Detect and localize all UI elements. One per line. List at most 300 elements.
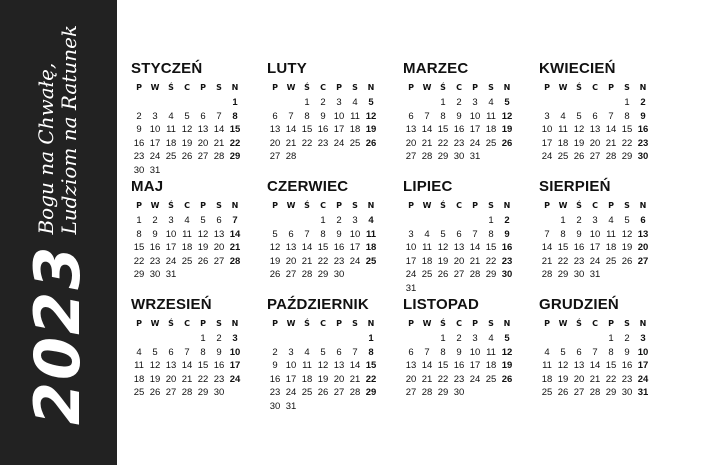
day-cell: 2 (272, 346, 278, 358)
year-title: 2023 (21, 244, 94, 426)
week-row (539, 137, 661, 151)
day-cell: 16 (621, 360, 633, 371)
day-cell: 24 (469, 137, 481, 149)
day-cell: 29 (197, 387, 209, 398)
weekday-label: P (472, 319, 478, 328)
day-cell (299, 332, 315, 346)
day-cell (179, 96, 195, 110)
week-row (403, 123, 525, 137)
day-cell: 21 (541, 255, 553, 267)
day-cell (467, 214, 483, 228)
day-cell: 18 (485, 124, 497, 135)
day-cell: 15 (197, 360, 209, 371)
day-cell: 28 (301, 269, 313, 280)
days-grid (403, 214, 525, 295)
week-row (539, 150, 661, 164)
day-cell: 22 (317, 255, 329, 267)
week-row (267, 96, 389, 110)
day-cell: 13 (405, 360, 417, 371)
weekday-label: Ś (168, 201, 174, 210)
day-cell: 9 (456, 110, 462, 122)
weekday-label: P (544, 319, 550, 328)
day-cell (571, 96, 587, 110)
day-cell: 7 (184, 346, 190, 358)
day-cell (299, 400, 315, 414)
day-cell: 7 (424, 346, 430, 358)
weekday-header (267, 82, 389, 94)
week-row (403, 96, 525, 110)
day-cell (179, 268, 195, 282)
sunday-day-cell (499, 150, 515, 164)
day-cell: 19 (317, 373, 329, 385)
day-cell (483, 150, 499, 164)
weekday-label: Ś (304, 83, 310, 92)
day-cell: 2 (320, 97, 326, 108)
day-cell: 1 (624, 97, 630, 108)
day-cell: 19 (557, 373, 569, 385)
sunday-day-cell: 12 (365, 110, 377, 122)
sunday-day-cell: 3 (640, 333, 646, 344)
side-banner (0, 0, 117, 465)
day-cell: 10 (333, 110, 345, 122)
week-row (267, 268, 389, 282)
weekday-label: S (352, 319, 358, 328)
motto-line-1: Bogu na Chwałę, (34, 62, 58, 235)
day-cell: 1 (560, 215, 566, 226)
day-cell: 6 (592, 110, 598, 122)
day-cell: 7 (216, 110, 222, 122)
day-cell: 27 (405, 387, 417, 398)
day-cell: 12 (181, 124, 193, 135)
weekday-label: Ś (304, 319, 310, 328)
weekday-label: S (488, 319, 494, 328)
day-cell: 9 (152, 228, 158, 240)
day-cell: 31 (165, 269, 177, 280)
day-cell: 8 (304, 110, 310, 122)
weekday-label: Ś (440, 319, 446, 328)
week-row (539, 359, 661, 373)
day-cell: 7 (424, 110, 430, 122)
day-cell (603, 96, 619, 110)
day-cell: 19 (181, 137, 193, 149)
week-row (131, 332, 253, 346)
day-cell: 1 (440, 97, 446, 108)
day-cell: 1 (488, 215, 494, 226)
day-cell: 20 (405, 137, 417, 149)
day-cell: 16 (149, 242, 161, 253)
day-cell: 20 (573, 373, 585, 385)
month-name: LISTOPAD (403, 296, 480, 313)
day-cell (299, 214, 315, 228)
sunday-day-cell: 6 (640, 215, 646, 226)
day-cell: 3 (168, 215, 174, 226)
day-cell: 26 (269, 269, 281, 280)
weekday-label: W (150, 201, 160, 210)
day-cell (403, 214, 419, 228)
weekday-label: S (488, 201, 494, 210)
day-cell: 14 (541, 242, 553, 253)
weekday-label: Ś (304, 201, 310, 210)
weekday-label: S (216, 319, 222, 328)
day-cell: 5 (320, 346, 326, 358)
month-block (131, 60, 253, 177)
week-row (267, 228, 389, 242)
day-cell: 20 (333, 373, 345, 385)
day-cell: 9 (624, 346, 630, 358)
week-row (267, 123, 389, 137)
sunday-day-cell: 20 (637, 242, 649, 253)
sunday-day-cell: 24 (229, 373, 241, 385)
weekday-label: P (544, 83, 550, 92)
day-cell: 22 (437, 373, 449, 385)
day-cell: 22 (557, 255, 569, 267)
weekday-header (539, 82, 661, 94)
month-block (131, 296, 253, 400)
day-cell: 26 (197, 255, 209, 267)
weekday-label: Ś (576, 201, 582, 210)
day-cell: 27 (165, 387, 177, 398)
day-cell: 3 (472, 97, 478, 108)
sunday-day-cell: 30 (501, 269, 513, 280)
weekday-label: N (503, 319, 511, 328)
week-row (403, 373, 525, 387)
sunday-day-cell: 10 (637, 346, 649, 358)
day-cell: 17 (149, 137, 161, 149)
day-cell: 28 (213, 151, 225, 162)
day-cell (283, 332, 299, 346)
week-row (131, 359, 253, 373)
day-cell: 30 (213, 387, 225, 398)
sunday-day-cell: 8 (368, 346, 374, 358)
weekday-label: P (608, 83, 614, 92)
day-cell: 30 (133, 164, 145, 176)
week-row (403, 241, 525, 255)
day-cell (195, 268, 211, 282)
motto-line-2: Ludziom na Ratunek (57, 24, 81, 235)
day-cell: 23 (453, 137, 465, 149)
month-block (539, 296, 661, 400)
sunday-day-cell: 13 (637, 228, 649, 240)
day-cell: 22 (197, 373, 209, 385)
day-cell: 7 (288, 110, 294, 122)
day-cell: 17 (541, 137, 553, 149)
month-name: KWIECIEŃ (539, 60, 616, 77)
day-cell (267, 332, 283, 346)
day-cell: 27 (213, 255, 225, 267)
day-cell: 18 (605, 242, 617, 253)
week-row (403, 332, 525, 346)
weekday-label: S (352, 83, 358, 92)
day-cell: 26 (573, 151, 585, 162)
day-cell: 5 (272, 228, 278, 240)
day-cell: 27 (333, 387, 345, 398)
day-cell: 1 (304, 97, 310, 108)
day-cell: 21 (301, 255, 313, 267)
week-row (539, 268, 661, 282)
weekday-label: N (367, 319, 375, 328)
sunday-day-cell: 31 (637, 387, 649, 398)
day-cell: 25 (133, 387, 145, 398)
week-row (539, 346, 661, 360)
day-cell: 3 (544, 110, 550, 122)
day-cell: 25 (557, 151, 569, 162)
weekday-label: P (336, 319, 342, 328)
weekday-label: N (231, 319, 239, 328)
day-cell: 15 (301, 124, 313, 135)
day-cell: 17 (333, 124, 345, 135)
day-cell: 14 (301, 242, 313, 253)
weekday-label: Ś (576, 83, 582, 92)
day-cell: 3 (152, 110, 158, 122)
day-cell: 1 (136, 215, 142, 226)
day-cell: 11 (166, 124, 176, 135)
day-cell: 6 (408, 110, 414, 122)
day-cell: 11 (422, 242, 432, 253)
sunday-day-cell: 5 (504, 97, 510, 108)
day-cell: 5 (560, 346, 566, 358)
day-cell: 28 (541, 269, 553, 280)
sunday-day-cell: 25 (365, 255, 377, 267)
day-cell: 14 (605, 124, 617, 135)
day-cell: 10 (469, 110, 481, 122)
day-cell: 15 (437, 360, 449, 371)
day-cell: 10 (541, 124, 553, 135)
day-cell: 12 (197, 228, 209, 240)
day-cell: 12 (621, 228, 633, 240)
day-cell: 20 (197, 137, 209, 149)
day-cell: 9 (216, 346, 222, 358)
weekday-label: W (558, 83, 568, 92)
day-cell: 13 (197, 124, 209, 135)
day-cell: 9 (456, 346, 462, 358)
weekday-label: C (184, 83, 190, 92)
sunday-day-cell (227, 268, 243, 282)
weekday-header (267, 200, 389, 212)
day-cell: 7 (304, 228, 310, 240)
week-row (403, 268, 525, 282)
day-cell: 26 (557, 387, 569, 398)
month-block (131, 178, 253, 282)
day-cell: 12 (437, 242, 449, 253)
day-cell: 13 (405, 124, 417, 135)
day-cell (179, 164, 195, 178)
day-cell (483, 386, 499, 400)
day-cell: 1 (608, 333, 614, 344)
days-grid (539, 332, 661, 400)
weekday-label: W (286, 201, 296, 210)
weekday-label: P (408, 319, 414, 328)
day-cell: 13 (453, 242, 465, 253)
day-cell: 8 (200, 346, 206, 358)
day-cell: 4 (488, 97, 494, 108)
day-cell: 11 (182, 228, 192, 240)
day-cell: 12 (573, 124, 585, 135)
day-cell (419, 96, 435, 110)
weekday-header (131, 200, 253, 212)
day-cell (347, 400, 363, 414)
day-cell: 17 (469, 124, 481, 135)
month-block (267, 296, 389, 413)
day-cell: 29 (133, 269, 145, 280)
day-cell: 21 (421, 373, 433, 385)
sunday-day-cell (635, 268, 651, 282)
day-cell: 16 (269, 373, 281, 385)
sunday-day-cell (499, 282, 515, 296)
weekday-label: P (200, 201, 206, 210)
day-cell: 14 (349, 360, 361, 371)
day-cell: 14 (285, 124, 297, 135)
week-row (403, 228, 525, 242)
weekday-label: W (150, 319, 160, 328)
day-cell: 25 (541, 387, 553, 398)
day-cell (211, 96, 227, 110)
weekday-label: S (216, 83, 222, 92)
month-name: GRUDZIEŃ (539, 296, 619, 313)
day-cell: 10 (149, 124, 161, 135)
day-cell (419, 332, 435, 346)
month-name: LUTY (267, 60, 307, 77)
weekday-label: S (488, 83, 494, 92)
month-name: SIERPIEŃ (539, 178, 611, 195)
weekday-label: P (408, 201, 414, 210)
day-cell: 13 (269, 124, 281, 135)
sunday-day-cell: 16 (637, 124, 649, 135)
week-row (539, 332, 661, 346)
day-cell (587, 332, 603, 346)
week-row (131, 373, 253, 387)
day-cell: 17 (285, 373, 297, 385)
weekday-label: P (472, 83, 478, 92)
day-cell (555, 332, 571, 346)
day-cell: 4 (136, 346, 142, 358)
day-cell: 11 (350, 110, 360, 122)
day-cell: 9 (272, 360, 278, 371)
sunday-day-cell (499, 386, 515, 400)
day-cell (587, 96, 603, 110)
day-cell: 12 (317, 360, 329, 371)
day-cell (435, 282, 451, 296)
week-row (539, 214, 661, 228)
sunday-day-cell: 30 (637, 151, 649, 162)
day-cell: 1 (200, 333, 206, 344)
weekday-label: P (200, 83, 206, 92)
weekday-label: W (286, 83, 296, 92)
day-cell (195, 164, 211, 178)
weekday-label: Ś (440, 201, 446, 210)
week-row (267, 400, 389, 414)
day-cell: 29 (437, 387, 449, 398)
day-cell: 27 (405, 151, 417, 162)
day-cell: 10 (405, 242, 417, 253)
day-cell: 6 (576, 346, 582, 358)
sunday-day-cell: 9 (640, 110, 646, 122)
weekday-label: C (456, 319, 462, 328)
weekday-label: S (624, 83, 630, 92)
sunday-day-cell (363, 268, 379, 282)
week-row (131, 386, 253, 400)
weekday-label: S (352, 201, 358, 210)
day-cell: 6 (216, 215, 222, 226)
day-cell (619, 268, 635, 282)
day-cell (419, 214, 435, 228)
days-grid (131, 332, 253, 400)
sunday-day-cell: 26 (365, 137, 377, 149)
week-row (403, 255, 525, 269)
weekday-label: P (200, 319, 206, 328)
day-cell: 23 (149, 255, 161, 267)
weekday-header (403, 82, 525, 94)
week-row (539, 228, 661, 242)
week-row (131, 123, 253, 137)
day-cell: 27 (269, 151, 281, 162)
day-cell: 19 (149, 373, 161, 385)
day-cell (555, 96, 571, 110)
day-cell: 13 (589, 124, 601, 135)
sunday-day-cell: 29 (365, 387, 377, 398)
weekday-label: P (608, 201, 614, 210)
day-cell: 28 (421, 151, 433, 162)
weekday-label: N (639, 319, 647, 328)
week-row (131, 268, 253, 282)
weekday-label: P (272, 83, 278, 92)
week-row (267, 255, 389, 269)
day-cell: 6 (168, 346, 174, 358)
day-cell: 10 (285, 360, 297, 371)
day-cell: 5 (152, 346, 158, 358)
day-cell: 16 (453, 360, 465, 371)
day-cell (403, 332, 419, 346)
week-row (267, 373, 389, 387)
sunday-day-cell: 15 (229, 124, 241, 135)
day-cell: 27 (197, 151, 209, 162)
weekday-label: Ś (168, 83, 174, 92)
day-cell: 4 (168, 110, 174, 122)
day-cell: 19 (197, 242, 209, 253)
day-cell (539, 96, 555, 110)
day-cell: 2 (624, 333, 630, 344)
week-row (131, 137, 253, 151)
day-cell: 25 (165, 151, 177, 162)
day-cell: 21 (213, 137, 225, 149)
day-cell: 3 (472, 333, 478, 344)
day-cell: 31 (589, 269, 601, 280)
day-cell: 10 (469, 346, 481, 358)
sunday-day-cell: 9 (504, 228, 510, 240)
day-cell: 21 (589, 373, 601, 385)
sunday-day-cell: 11 (365, 228, 377, 240)
day-cell: 14 (213, 124, 225, 135)
weekday-header (403, 318, 525, 330)
month-block (267, 178, 389, 282)
day-cell: 31 (469, 151, 481, 162)
weekday-label: N (503, 83, 511, 92)
day-cell: 19 (621, 242, 633, 253)
weekday-header (403, 200, 525, 212)
day-cell: 24 (165, 255, 177, 267)
day-cell: 17 (165, 242, 177, 253)
day-cell (147, 332, 163, 346)
day-cell: 15 (317, 242, 329, 253)
sunday-day-cell: 2 (504, 215, 510, 226)
day-cell: 30 (269, 400, 281, 412)
day-cell (163, 164, 179, 178)
day-cell: 16 (453, 124, 465, 135)
day-cell (403, 96, 419, 110)
day-cell: 2 (152, 215, 158, 226)
day-cell: 8 (320, 228, 326, 240)
weekday-label: N (367, 201, 375, 210)
week-row (403, 110, 525, 124)
